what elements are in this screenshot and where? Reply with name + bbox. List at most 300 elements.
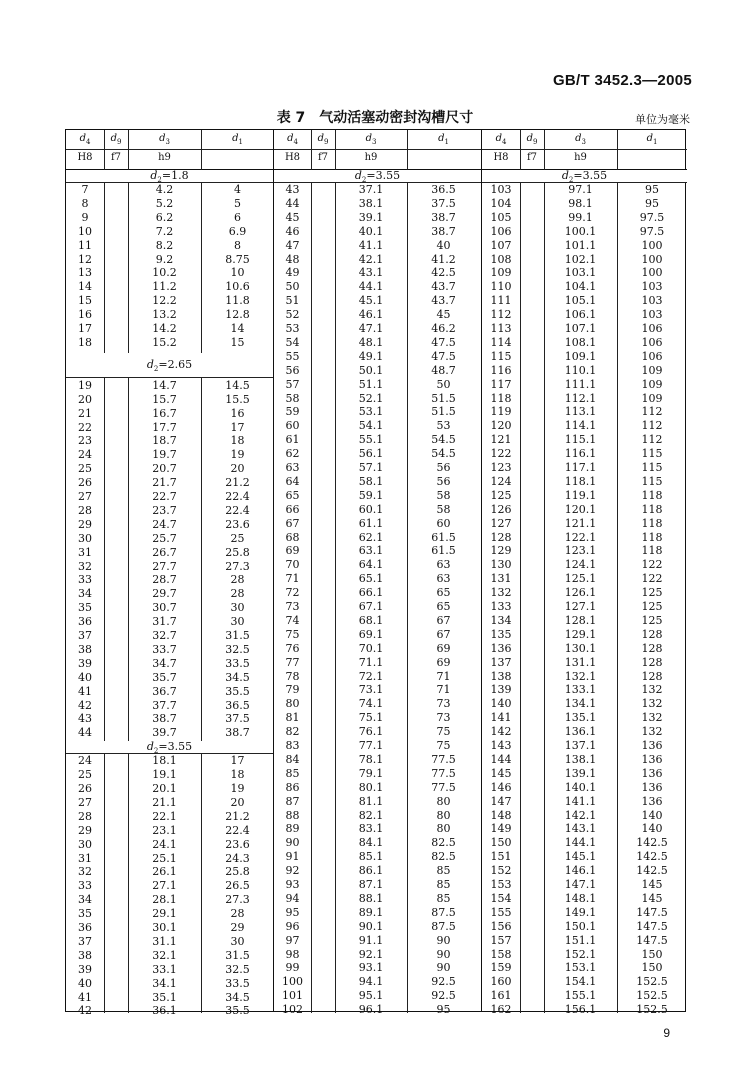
cell-d1: 73 bbox=[436, 711, 451, 725]
cell-d1: 122 bbox=[641, 572, 663, 586]
cell-d3: 77.1 bbox=[358, 739, 384, 752]
table-row bbox=[66, 935, 273, 949]
column-header-d4: $d_4$ bbox=[495, 133, 507, 146]
cell-d1: 145 bbox=[641, 891, 663, 905]
cell-d4: 123 bbox=[490, 461, 512, 474]
cell-d1: 18 bbox=[230, 434, 245, 448]
cell-d4: 83 bbox=[285, 739, 300, 752]
cell-d3: 50.1 bbox=[358, 363, 384, 377]
cell-d4: 62 bbox=[285, 447, 300, 461]
table-row bbox=[274, 280, 481, 294]
cell-d3: 26.7 bbox=[152, 545, 177, 559]
cell-d3: 16.7 bbox=[152, 406, 177, 420]
cell-d4: 80 bbox=[285, 697, 300, 711]
table-row bbox=[482, 670, 687, 684]
cell-d4: 60 bbox=[285, 419, 300, 433]
cell-d4: 36 bbox=[78, 615, 92, 629]
cell-d1: 54.5 bbox=[431, 447, 456, 461]
cell-d1: 140 bbox=[641, 808, 663, 822]
cell-d4: 16 bbox=[78, 308, 92, 322]
table-row bbox=[66, 782, 273, 796]
table-row bbox=[482, 405, 687, 419]
cell-d3: 81.1 bbox=[358, 794, 384, 808]
table-row bbox=[66, 726, 273, 740]
cell-d1: 43.7 bbox=[431, 280, 456, 294]
table-row bbox=[482, 558, 687, 572]
table-row bbox=[274, 1003, 481, 1017]
cell-d3: 127.1 bbox=[564, 600, 597, 613]
cell-d3: 36.7 bbox=[152, 684, 177, 698]
cell-d1: 47.5 bbox=[431, 349, 456, 363]
cell-d3: 104.1 bbox=[564, 280, 597, 294]
cell-d4: 53 bbox=[285, 322, 300, 335]
cell-d4: 143 bbox=[490, 739, 512, 752]
table-row bbox=[66, 963, 273, 977]
table-block-2 bbox=[274, 130, 482, 1017]
cell-d1: 21.2 bbox=[225, 809, 250, 823]
cell-d1: 103 bbox=[641, 280, 663, 294]
cell-d1: 43.7 bbox=[431, 294, 456, 308]
cell-d4: 128 bbox=[490, 530, 512, 544]
table-row bbox=[274, 600, 481, 614]
cell-d4: 125 bbox=[490, 488, 512, 502]
table-row bbox=[274, 489, 481, 503]
cell-d1: 22.4 bbox=[225, 823, 250, 837]
cell-d3: 61.1 bbox=[358, 516, 384, 530]
cell-d1: 100 bbox=[641, 266, 663, 280]
cell-d3: 86.1 bbox=[358, 864, 384, 878]
cell-d3: 47.1 bbox=[358, 322, 384, 335]
table-row bbox=[66, 504, 273, 518]
table-row bbox=[482, 767, 687, 781]
cell-d1: 36.5 bbox=[225, 698, 250, 712]
cell-d1: 145 bbox=[641, 878, 663, 891]
cell-d4: 144 bbox=[490, 752, 512, 766]
cell-d1: 51.5 bbox=[431, 405, 456, 419]
cell-d1: 8 bbox=[234, 238, 241, 252]
cell-d3: 114.1 bbox=[564, 419, 597, 433]
cell-d1: 29 bbox=[230, 921, 245, 934]
cell-d4: 157 bbox=[490, 933, 512, 947]
table-row bbox=[66, 685, 273, 699]
table-row bbox=[482, 1003, 687, 1017]
cell-d4: 13 bbox=[78, 266, 92, 280]
table-row bbox=[66, 546, 273, 560]
table-row bbox=[482, 378, 687, 392]
cell-d4: 22 bbox=[78, 420, 92, 434]
table-row bbox=[482, 878, 687, 892]
cell-d3: 59.1 bbox=[358, 488, 384, 502]
cell-d3: 27.1 bbox=[152, 879, 177, 893]
cell-d3: 37.7 bbox=[152, 698, 177, 712]
cell-d3: 14.7 bbox=[152, 378, 177, 392]
table-row bbox=[66, 462, 273, 476]
table-row bbox=[274, 364, 481, 378]
table-row bbox=[274, 920, 481, 934]
cell-d4: 99 bbox=[285, 961, 300, 975]
cell-d3: 73.1 bbox=[358, 683, 384, 697]
cell-d4: 120 bbox=[490, 419, 512, 433]
cell-d3: 18.7 bbox=[152, 434, 177, 448]
table-row bbox=[274, 836, 481, 850]
cell-d4: 90 bbox=[285, 836, 300, 850]
cell-d4: 39 bbox=[78, 656, 92, 670]
cell-d3: 84.1 bbox=[358, 836, 384, 850]
table-row bbox=[274, 322, 481, 336]
cell-d3: 110.1 bbox=[564, 363, 597, 377]
table-row bbox=[482, 461, 687, 475]
cell-d1: 5 bbox=[234, 196, 241, 210]
table-row bbox=[274, 447, 481, 461]
table-row bbox=[66, 629, 273, 643]
table-row bbox=[274, 878, 481, 892]
cell-d3: 122.1 bbox=[564, 530, 597, 544]
cell-d4: 131 bbox=[490, 572, 512, 586]
cell-d4: 92 bbox=[285, 864, 300, 878]
cell-d3: 95.1 bbox=[358, 989, 384, 1003]
table-row bbox=[482, 836, 687, 850]
cell-d4: 102 bbox=[282, 1003, 303, 1017]
cell-d4: 110 bbox=[490, 280, 512, 294]
cell-d1: 38.7 bbox=[431, 224, 456, 238]
cell-d3: 42.1 bbox=[358, 252, 384, 266]
cell-d4: 42 bbox=[78, 698, 92, 712]
table-row bbox=[66, 532, 273, 546]
cell-d1: 27.3 bbox=[225, 893, 250, 907]
cell-d1: 125 bbox=[641, 613, 663, 627]
cell-d3: 94.1 bbox=[358, 975, 384, 989]
cell-d4: 30 bbox=[78, 837, 92, 851]
cell-d1: 14.5 bbox=[225, 378, 250, 392]
cell-d4: 160 bbox=[490, 975, 512, 989]
cell-d3: 30.1 bbox=[152, 921, 177, 934]
cell-d4: 42 bbox=[78, 1004, 92, 1018]
cell-d3: 27.7 bbox=[152, 559, 177, 573]
cell-d4: 118 bbox=[490, 391, 512, 405]
cell-d1: 136 bbox=[641, 752, 663, 766]
table-row bbox=[66, 211, 273, 225]
cell-d3: 107.1 bbox=[564, 322, 597, 335]
table-row bbox=[482, 934, 687, 948]
cell-d1: 30 bbox=[230, 601, 245, 615]
table-row bbox=[482, 322, 687, 336]
cell-d3: 80.1 bbox=[358, 780, 384, 794]
cell-d3: 6.2 bbox=[155, 210, 174, 224]
tolerance-d3: h9 bbox=[158, 152, 171, 163]
cell-d3: 37.1 bbox=[358, 183, 384, 196]
cell-d4: 96 bbox=[285, 919, 300, 933]
cell-d4: 36 bbox=[78, 921, 92, 934]
cell-d4: 158 bbox=[490, 947, 512, 961]
cell-d1: 26.5 bbox=[225, 879, 250, 893]
table-row bbox=[66, 991, 273, 1005]
cell-d4: 52 bbox=[285, 308, 300, 322]
cell-d4: 81 bbox=[285, 711, 300, 725]
cell-d3: 68.1 bbox=[358, 613, 384, 627]
cell-d3: 72.1 bbox=[358, 669, 384, 683]
cell-d1: 51.5 bbox=[431, 391, 456, 405]
table-row bbox=[482, 656, 687, 670]
cell-d3: 36.1 bbox=[152, 1004, 177, 1018]
cell-d3: 120.1 bbox=[564, 502, 597, 516]
cell-d1: 150 bbox=[641, 961, 663, 975]
table-row bbox=[66, 907, 273, 921]
cell-d4: 61 bbox=[285, 433, 300, 447]
cell-d3: 22.7 bbox=[152, 490, 177, 503]
cell-d1: 65 bbox=[436, 586, 451, 600]
cell-d4: 111 bbox=[490, 294, 512, 308]
cell-d4: 141 bbox=[490, 711, 512, 725]
table-row bbox=[482, 961, 687, 975]
cell-d4: 87 bbox=[285, 794, 300, 808]
cell-d1: 30 bbox=[230, 934, 245, 948]
cell-d3: 39.7 bbox=[152, 726, 177, 740]
tolerance-d3: h9 bbox=[574, 152, 587, 163]
cell-d1: 100 bbox=[641, 252, 663, 266]
cell-d1: 38.7 bbox=[225, 726, 250, 740]
cell-d4: 21 bbox=[78, 406, 92, 420]
table-row bbox=[274, 767, 481, 781]
table-row bbox=[482, 239, 687, 253]
cell-d3: 128.1 bbox=[564, 613, 597, 627]
cell-d4: 124 bbox=[490, 474, 512, 488]
cell-d4: 32 bbox=[78, 865, 92, 879]
cell-d1: 112 bbox=[641, 405, 663, 419]
cell-d3: 4.2 bbox=[155, 183, 174, 196]
cell-d1: 19 bbox=[230, 782, 245, 795]
cell-d1: 147.5 bbox=[636, 905, 668, 919]
cell-d3: 148.1 bbox=[564, 891, 597, 905]
cell-d3: 19.7 bbox=[152, 448, 177, 462]
table-row bbox=[66, 838, 273, 852]
table-row bbox=[66, 796, 273, 810]
cell-d4: 44 bbox=[285, 196, 300, 210]
cell-d4: 63 bbox=[285, 461, 300, 474]
cell-d4: 109 bbox=[490, 266, 512, 280]
cell-d1: 28 bbox=[230, 587, 245, 601]
cell-d3: 109.1 bbox=[564, 349, 597, 363]
cell-d3: 32.1 bbox=[152, 948, 177, 962]
cell-d1: 106 bbox=[641, 335, 663, 349]
cell-d3: 20.1 bbox=[152, 782, 177, 795]
cell-d4: 132 bbox=[490, 586, 512, 600]
cell-d3: 90.1 bbox=[358, 919, 384, 933]
table-row bbox=[66, 518, 273, 532]
cell-d1: 118 bbox=[641, 544, 663, 558]
cell-d3: 75.1 bbox=[358, 711, 384, 725]
cell-d4: 31 bbox=[78, 545, 92, 559]
cell-d3: 70.1 bbox=[358, 641, 384, 655]
cell-d1: 22.4 bbox=[225, 490, 250, 503]
table-row bbox=[274, 739, 481, 753]
cell-d1: 20 bbox=[230, 462, 245, 476]
cell-d3: 79.1 bbox=[358, 766, 384, 780]
table-row bbox=[66, 266, 273, 280]
table-row bbox=[66, 183, 273, 197]
cell-d3: 119.1 bbox=[564, 488, 597, 502]
cell-d3: 147.1 bbox=[564, 878, 597, 891]
table-row bbox=[482, 433, 687, 447]
cell-d3: 113.1 bbox=[564, 405, 597, 419]
cell-d4: 152 bbox=[490, 864, 512, 878]
cell-d1: 90 bbox=[436, 947, 451, 961]
cell-d1: 67 bbox=[436, 613, 451, 627]
cell-d1: 69 bbox=[436, 641, 451, 655]
cell-d4: 117 bbox=[490, 377, 512, 391]
table-row bbox=[66, 294, 273, 308]
cell-d4: 54 bbox=[285, 335, 300, 349]
table-row bbox=[66, 336, 273, 350]
cell-d3: 14.2 bbox=[152, 322, 177, 335]
table-row bbox=[66, 239, 273, 253]
cell-d3: 151.1 bbox=[564, 933, 597, 947]
cell-d3: 78.1 bbox=[358, 752, 384, 766]
cell-d4: 8 bbox=[81, 196, 89, 210]
cell-d1: 46.2 bbox=[431, 322, 456, 335]
cell-d1: 10.6 bbox=[225, 280, 250, 294]
cell-d3: 24.1 bbox=[152, 837, 177, 851]
table-row bbox=[482, 753, 687, 767]
cell-d1: 31.5 bbox=[225, 629, 250, 642]
cell-d1: 75 bbox=[436, 725, 451, 739]
cell-d3: 154.1 bbox=[564, 975, 597, 989]
table-row bbox=[274, 225, 481, 239]
table-row bbox=[482, 739, 687, 753]
cell-d1: 150 bbox=[641, 947, 663, 961]
cell-d3: 51.1 bbox=[358, 377, 384, 391]
cell-d4: 9 bbox=[81, 210, 89, 224]
tolerance-d4: H8 bbox=[77, 152, 93, 163]
cell-d3: 24.7 bbox=[152, 517, 177, 531]
cell-d4: 17 bbox=[78, 322, 92, 335]
cell-d1: 67 bbox=[436, 627, 451, 641]
cell-d4: 91 bbox=[285, 850, 300, 864]
column-header-d1: $d_1$ bbox=[438, 133, 449, 146]
cell-d3: 8.2 bbox=[155, 238, 174, 252]
table-row bbox=[274, 961, 481, 975]
cell-d4: 29 bbox=[78, 823, 92, 837]
cell-d1: 118 bbox=[641, 502, 663, 516]
cell-d3: 5.2 bbox=[155, 196, 174, 210]
table-row bbox=[482, 253, 687, 267]
cell-d1: 63 bbox=[436, 572, 451, 586]
table-row bbox=[274, 211, 481, 225]
table-row bbox=[274, 197, 481, 211]
cell-d3: 12.2 bbox=[152, 294, 177, 308]
table-row bbox=[274, 864, 481, 878]
table-row bbox=[482, 308, 687, 322]
cell-d4: 19 bbox=[78, 378, 92, 392]
table-row bbox=[482, 864, 687, 878]
cell-d1: 92.5 bbox=[431, 989, 456, 1003]
cell-d3: 145.1 bbox=[564, 850, 597, 864]
cell-d1: 97.5 bbox=[639, 210, 665, 224]
cell-d4: 33 bbox=[78, 879, 92, 893]
table-row bbox=[482, 572, 687, 586]
cell-d1: 140 bbox=[641, 822, 663, 836]
cell-d4: 45 bbox=[285, 210, 300, 224]
table-row bbox=[482, 822, 687, 836]
cell-d4: 48 bbox=[285, 252, 300, 266]
cell-d3: 25.7 bbox=[152, 531, 177, 545]
table-row bbox=[482, 781, 687, 795]
cell-d1: 28 bbox=[230, 573, 245, 587]
table-row bbox=[274, 975, 481, 989]
cell-d3: 137.1 bbox=[564, 739, 597, 752]
cell-d3: 58.1 bbox=[358, 474, 384, 488]
table-row bbox=[274, 266, 481, 280]
table-row bbox=[274, 697, 481, 711]
table-row bbox=[274, 239, 481, 253]
table-row bbox=[66, 601, 273, 615]
cell-d1: 37.5 bbox=[431, 196, 456, 210]
cell-d4: 72 bbox=[285, 586, 300, 600]
cell-d4: 82 bbox=[285, 725, 300, 739]
cell-d1: 17 bbox=[230, 754, 245, 768]
cell-d4: 35 bbox=[78, 601, 92, 615]
cell-d1: 28 bbox=[230, 907, 245, 921]
cell-d1: 23.6 bbox=[225, 837, 250, 851]
cell-d4: 39 bbox=[78, 962, 92, 976]
table-row bbox=[274, 517, 481, 531]
cell-d3: 141.1 bbox=[564, 794, 597, 808]
cell-d3: 103.1 bbox=[564, 266, 597, 280]
cell-d4: 153 bbox=[490, 878, 512, 891]
cell-d4: 108 bbox=[490, 252, 512, 266]
cell-d1: 97.5 bbox=[639, 224, 665, 238]
cell-d1: 103 bbox=[641, 308, 663, 322]
cell-d1: 90 bbox=[436, 961, 451, 975]
table-row bbox=[274, 892, 481, 906]
cell-d1: 77.5 bbox=[431, 752, 456, 766]
cell-d3: 69.1 bbox=[358, 627, 384, 641]
cell-d4: 40 bbox=[78, 976, 92, 990]
table-row bbox=[482, 948, 687, 962]
table-row bbox=[482, 336, 687, 350]
cell-d3: 35.7 bbox=[152, 670, 177, 684]
tolerance-d4: H8 bbox=[493, 152, 509, 163]
cell-d1: 142.5 bbox=[636, 864, 668, 878]
cell-d3: 97.1 bbox=[568, 183, 593, 196]
table-row bbox=[482, 447, 687, 461]
cell-d1: 35.5 bbox=[225, 1004, 250, 1018]
cell-d1: 115 bbox=[641, 474, 663, 488]
table-row bbox=[482, 280, 687, 294]
table-row bbox=[66, 824, 273, 838]
cell-d3: 143.1 bbox=[564, 822, 597, 836]
cell-d4: 100 bbox=[282, 975, 303, 989]
cell-d3: 65.1 bbox=[358, 572, 384, 586]
cell-d1: 122 bbox=[641, 558, 663, 572]
cell-d1: 142.5 bbox=[636, 836, 668, 850]
cell-d3: 150.1 bbox=[564, 919, 597, 933]
cell-d4: 162 bbox=[490, 1003, 512, 1017]
cell-d3: 102.1 bbox=[564, 252, 597, 266]
table-row bbox=[482, 503, 687, 517]
cell-d1: 50 bbox=[436, 377, 451, 391]
cell-d3: 135.1 bbox=[564, 711, 597, 725]
cell-d1: 136 bbox=[641, 794, 663, 808]
cell-d4: 94 bbox=[285, 891, 300, 905]
cell-d4: 38 bbox=[78, 642, 92, 656]
tolerance-d4: H8 bbox=[284, 152, 301, 163]
table-row bbox=[66, 225, 273, 239]
table-row bbox=[66, 448, 273, 462]
table-row bbox=[274, 336, 481, 350]
cell-d1: 85 bbox=[436, 878, 451, 891]
cell-d1: 25.8 bbox=[225, 545, 250, 559]
cell-d3: 118.1 bbox=[564, 474, 597, 488]
